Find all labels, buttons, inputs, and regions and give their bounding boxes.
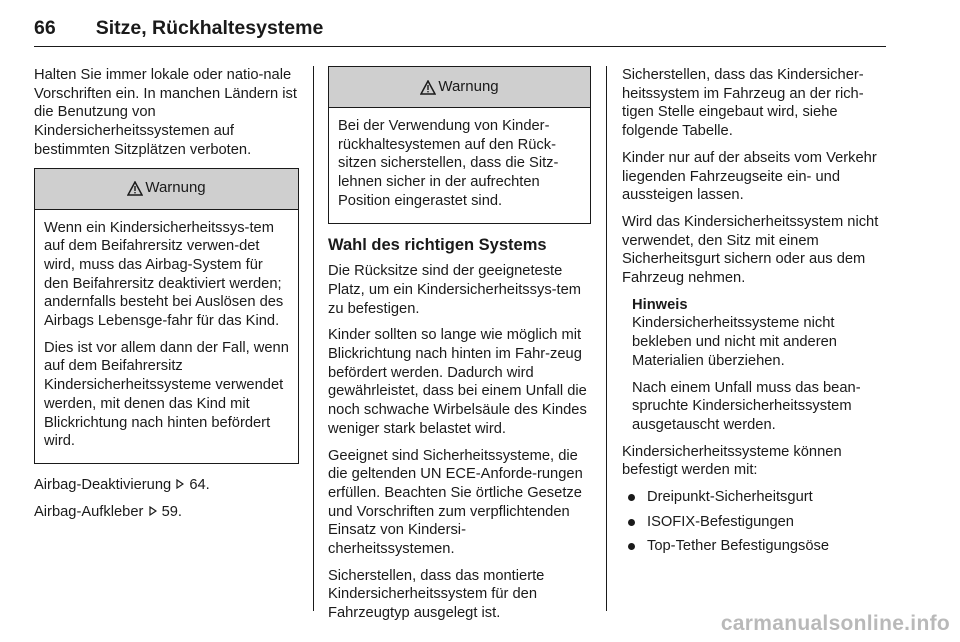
reference-label: Airbag-Deaktivierung — [34, 476, 172, 493]
page-title: Sitze, Rückhaltesysteme — [95, 16, 324, 39]
warning-label: Warnung — [438, 77, 499, 95]
warning-text: Bei der Verwendung von Kinder-rückhaltesystemen auf den Rück-sitzen sicherstellen, dass die Sitz-lehnen sicher in der aufrechten Position eingerastet sind. — [338, 118, 559, 209]
note-text: Kindersicherheitssysteme nicht bekleben und nicht mit anderen Materialien überziehen. — [632, 315, 837, 369]
warning-text: Dies ist vor allem dann der Fall, wenn auf dem Beifahrersitz Kindersicherheitssysteme verwendet werden, mit denen das Kind mit Blickrichtung nach hinten befördert wird. — [44, 339, 289, 450]
note-title: Hinweis — [632, 296, 688, 313]
page-reference-icon — [176, 479, 184, 489]
paragraph: Die Rücksitze sind der geeigneteste Platz, um ein Kindersicherheitssys-tem zu befestigen. — [328, 263, 582, 317]
list-item — [628, 488, 888, 507]
reference-page: 64. — [189, 476, 210, 493]
cross-reference[interactable] — [34, 503, 299, 522]
paragraph: Kinder nur auf der abseits vom Verkehr liegenden Fahrzeugseite ein- und aussteigen lassen. — [622, 149, 877, 204]
bullet-list — [622, 488, 888, 556]
reference-page: 59. — [161, 503, 183, 520]
list-item — [628, 513, 888, 532]
note-text: Nach einem Unfall muss das bean-spruchte Kindersicherheitssystem ausgetauscht werden. — [632, 379, 861, 433]
watermark: carmanualsonline.info — [720, 612, 950, 635]
column-2 — [328, 66, 591, 631]
warning-label: Warnung — [145, 179, 206, 197]
list-item-text: Dreipunkt-Sicherheitsgurt — [647, 489, 813, 506]
bullet-icon — [628, 519, 635, 526]
column-1 — [34, 66, 299, 529]
page-reference-icon — [149, 506, 157, 516]
paragraph: Wird das Kindersicherheitssystem nicht verwendet, den Sitz mit einem Sicherheitsgurt sichern oder aus dem Fahrzeug nehmen. — [622, 213, 879, 287]
warning-text: Wenn ein Kindersicherheitssys-tem auf dem Beifahrersitz verwen-det wird, muss das Airbag-System für den Beifahrersitz deaktiviert werden; andernfalls besteht bei Auslösen des Airbags Lebensge-fahr für das Kind. — [44, 219, 284, 330]
paragraph: Kindersicherheitssysteme können befestigt werden mit: — [622, 443, 842, 479]
section-heading: Wahl des richtigen Systems — [328, 235, 547, 254]
column-3 — [622, 66, 888, 562]
bullet-icon — [628, 543, 635, 550]
page-header — [34, 10, 886, 47]
list-item-text: Top-Tether Befestigungsöse — [647, 538, 830, 555]
column-divider — [606, 66, 607, 611]
warning-triangle-icon — [127, 181, 143, 196]
warning-box — [328, 66, 591, 224]
intro-paragraph: Halten Sie immer lokale oder natio-nale Vorschriften ein. In manchen Ländern ist die Benutzung von Kindersicherheitssystemen auf bestimmten Sitzplätzen verboten. — [34, 67, 297, 158]
page-number: 66 — [34, 16, 56, 39]
paragraph: Sicherstellen, dass das Kindersicher-heitssystem im Fahrzeug an der rich-tigen Stelle eingebaut wird, siehe folgende Tabelle. — [622, 67, 864, 140]
note-box — [622, 296, 888, 435]
paragraph: Kinder sollten so lange wie möglich mit Blickrichtung nach hinten im Fahr-zeug befördert werden. Dadurch wird gewährleistet, dass bei einem Unfall die noch schwache Wirbelsäule des Kindes weniger stark belastet wird. — [328, 327, 587, 437]
bullet-icon — [628, 494, 635, 501]
warning-header — [35, 169, 298, 210]
list-item-text: ISOFIX-Befestigungen — [647, 513, 794, 530]
paragraph: Sicherstellen, dass das montierte Kindersicherheitssystem für den Fahrzeugtyp ausgelegt ist. — [328, 567, 545, 622]
reference-label: Airbag-Aufkleber — [34, 503, 144, 520]
warning-header — [329, 67, 590, 108]
cross-reference[interactable] — [34, 476, 299, 495]
warning-triangle-icon — [420, 80, 436, 95]
column-divider — [313, 66, 314, 611]
warning-box — [34, 168, 299, 464]
paragraph: Geeignet sind Sicherheitssysteme, die die geltenden UN ECE-Anforde-rungen erfüllen. Beachten Sie örtliche Gesetze und Vorschriften zum verpflichtenden Einsatz von Kindersi-cherheitssystemen. — [328, 447, 583, 558]
list-item — [628, 537, 888, 556]
